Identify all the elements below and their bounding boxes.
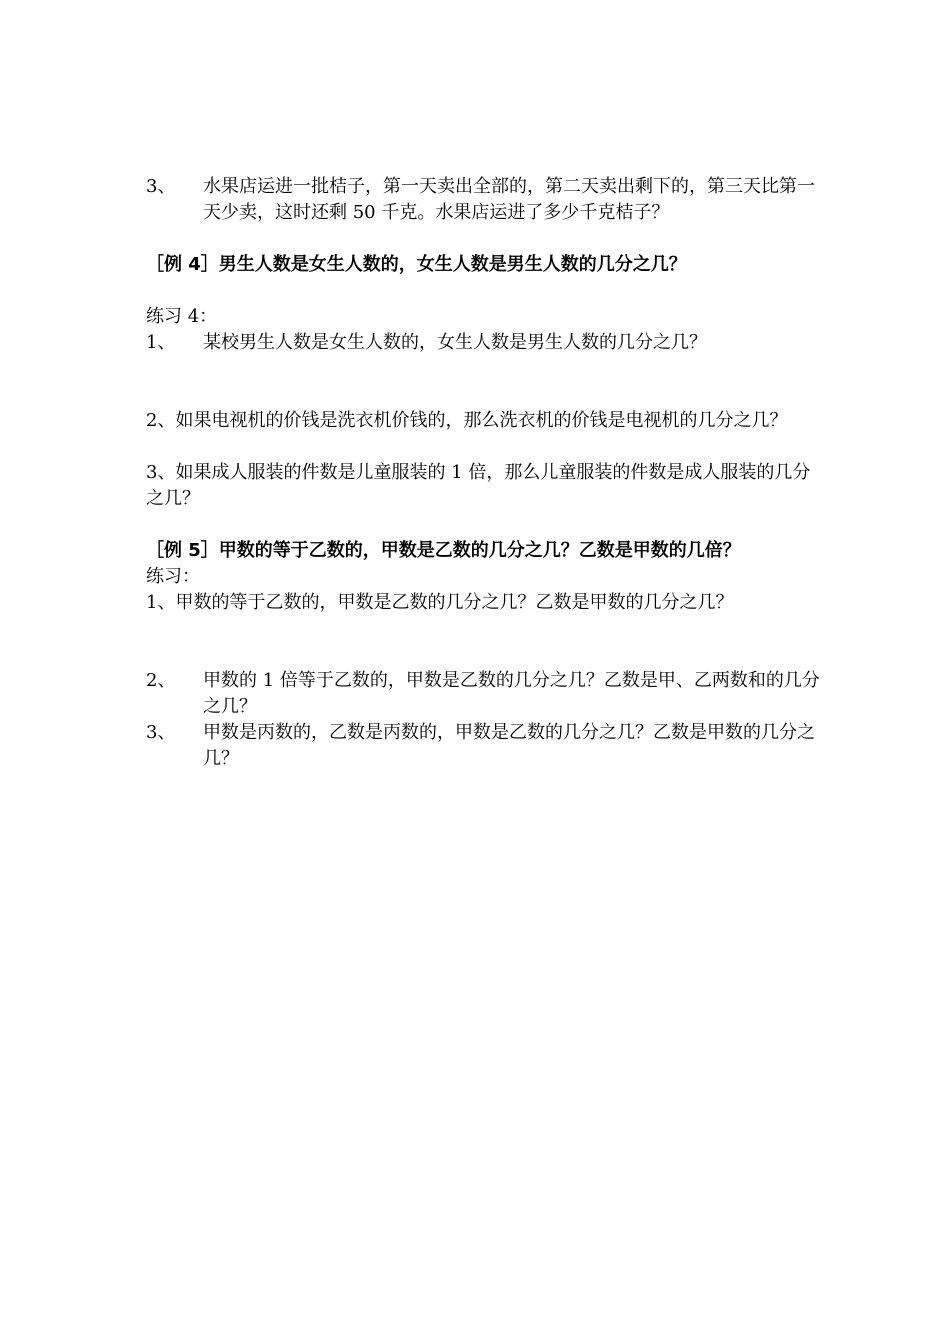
problem-number: 3、 (146, 722, 176, 743)
example-4-title: ［例 4］男生人数是女生人数的，女生人数是男生人数的几分之几？ (146, 254, 687, 275)
problem-number: 3、 (146, 176, 176, 197)
problem-text: 甲数是丙数的，乙数是丙数的，甲数是乙数的几分之几？乙数是甲数的几分之几？ (203, 722, 815, 769)
practice-4-item-2: 2、如果电视机的价钱是洗衣机价钱的，那么洗衣机的价钱是电视机的几分之几？ (146, 410, 788, 431)
practice-5-item-3 (146, 720, 822, 772)
practice-4-item-1 (146, 330, 822, 356)
practice-4-item-3: 3、如果成人服装的件数是儿童服装的 1 倍，那么儿童服装的件数是成人服装的几分之几？ (146, 462, 811, 509)
practice-5-item-2 (146, 668, 822, 720)
practice-5-item-1: 1、甲数的等于乙数的，甲数是乙数的几分之几？乙数是甲数的几分之几？ (146, 592, 734, 613)
problem-text: 水果店运进一批桔子，第一天卖出全部的，第二天卖出剩下的，第三天比第一天少卖，这时还剩 50 千克。水果店运进了多少千克桔子？ (203, 176, 815, 223)
problem-3 (146, 174, 822, 226)
example-5-title: ［例 5］甲数的等于乙数的，甲数是乙数的几分之几？乙数是甲数的几倍？ (146, 540, 741, 561)
document-content (146, 174, 822, 772)
practice-4-label: 练习 4： (146, 306, 218, 327)
practice-5-label: 练习： (146, 566, 200, 587)
problem-number: 2、 (146, 670, 176, 691)
problem-text: 甲数的 1 倍等于乙数的，甲数是乙数的几分之几？乙数是甲、乙两数和的几分之几？ (203, 670, 820, 717)
problem-number: 1、 (146, 332, 176, 353)
problem-text: 某校男生人数是女生人数的，女生人数是男生人数的几分之几？ (203, 332, 707, 353)
